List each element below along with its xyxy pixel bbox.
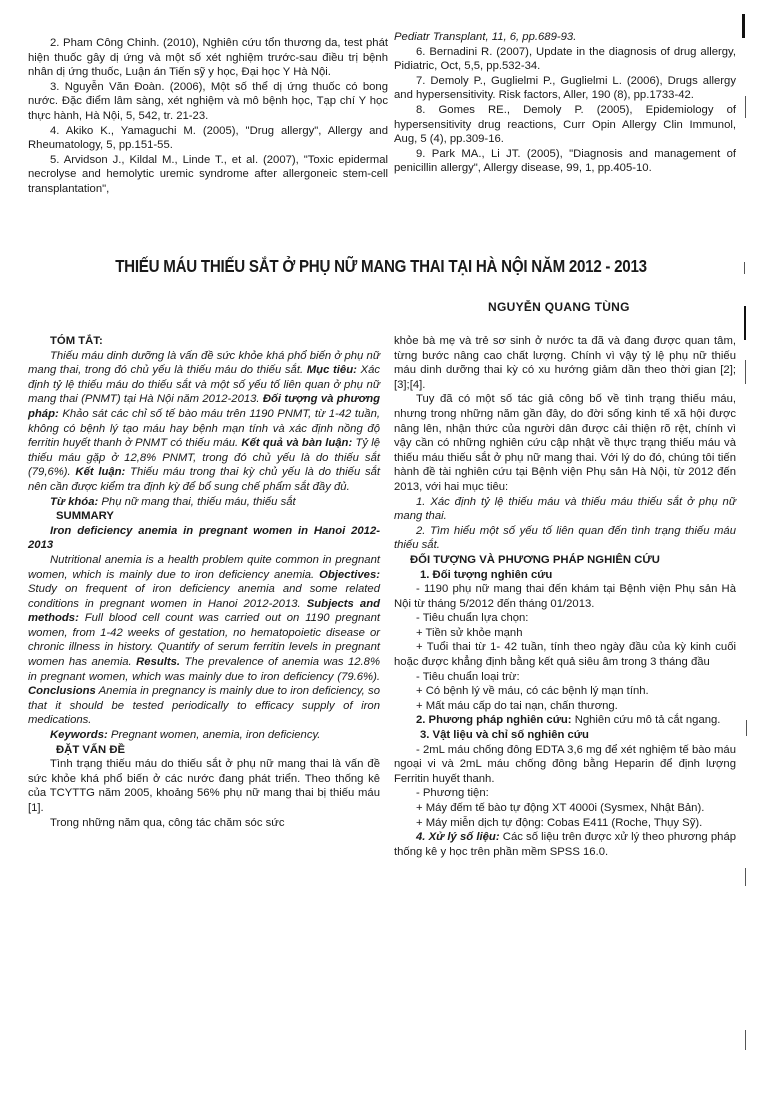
methods-text: + Tiền sử khỏe mạnh	[416, 626, 523, 639]
page-edge-line-2	[744, 262, 745, 274]
methods-text: + Mất máu cấp do tai nạn, chấn thương.	[416, 699, 618, 712]
methods-subheading: 3. Vật liệu và chỉ số nghiên cứu	[420, 729, 589, 742]
reference-item: 6. Bernadini R. (2007), Update in the diagnosis of drug allergy, Pidiatric, Oct, 5,5, pp.532-34.	[394, 45, 736, 73]
intro-paragraph-continued: khỏe bà mẹ và trẻ sơ sinh ở nước ta đã và đang được quan tâm, từng bước nâng cao chất lượng. Chính vì vậy tỷ lệ phụ nữ thiếu máu dinh dưỡng thai kỳ có xu hướng giảm dần theo thời gian [2];[3];[4].	[394, 335, 736, 391]
abstract-heading: TÓM TẮT:	[50, 335, 103, 347]
page-edge-line-1	[745, 96, 746, 118]
intro-heading: ĐẶT VẤN ĐỀ	[56, 743, 126, 756]
reference-item: 7. Demoly P., Guglielmi P., Guglielmi L. (2006), Drugs allergy and hypersensitivity. Risk factors, Aller, 190 (8), pp.1733-42.	[394, 74, 736, 102]
reference-item: 8. Gomes RE., Demoly P. (2005), Epidemiology of hypersensitivity drug reactions, Curr Opin Allergy Clin Immunol, Aug, 5 (4), pp.309-16.	[394, 103, 736, 146]
reference-continuation: Pediatr Transplant, 11, 6, pp.689-93.	[394, 31, 577, 43]
reference-item: 3. Nguyễn Văn Đoàn. (2006), Một số thể dị ứng thuốc có bong nước. Đặc điểm lâm sàng, xét nghiệm và mô bệnh học, Tạp chí Y học thực hành, Hà Nội, 5, 542, tr. 21-23.	[28, 80, 388, 122]
methods-text: - 1190 phụ nữ mang thai đến khám tại Bệnh viện Phụ sản Hà Nội từ tháng 5/2012 đến tháng 01/2013.	[394, 583, 736, 610]
references-left-column	[28, 36, 388, 197]
references-right-column	[394, 30, 736, 176]
page-edge-bar-top	[742, 14, 745, 38]
methods-text: + Máy miễn dịch tự động: Cobas E411 (Roche, Thụy Sỹ).	[416, 816, 703, 829]
methods-text: + Máy đếm tế bào tự động XT 4000i (Sysmex, Nhật Bản).	[416, 802, 705, 814]
page-edge-bar-mid	[744, 306, 746, 340]
study-aim: 2. Tìm hiểu một số yếu tố liên quan đến tình trạng thiếu máu thiếu sắt.	[394, 524, 736, 552]
summary-heading: SUMMARY	[56, 510, 114, 523]
keywords-en: Keywords: Pregnant women, anemia, iron deficiency.	[50, 729, 321, 742]
methods-text: - Tiêu chuẩn loại trừ:	[416, 670, 520, 683]
intro-paragraph: Trong những năm qua, công tác chăm sóc sức	[50, 816, 285, 829]
body-left-column	[28, 334, 380, 830]
intro-paragraph: Tuy đã có một số tác giả công bố về tình trạng thiếu máu, nhưng trong những năm gần đây, do đời sống kinh tế xã hội được nâng lên, nhận thức của người dân được cải thiện rõ rệt, chính vì vậy cần có những nghiên cứu cập nhật về thực trạng thiếu máu và thiếu máu thiếu sắt ở phụ nữ mang thai. Với lý do đó, chúng tôi tiến hành đề tài nghiên cứu tại Bệnh viện Phụ sản Hà Nội, từ 2012 đến 2013, với hai mục tiêu:	[394, 393, 736, 493]
methods-text: + Có bệnh lý về máu, có các bệnh lý mạn tính.	[416, 685, 649, 698]
methods-text: - Phương tiện:	[416, 787, 489, 800]
page-edge-line-4	[746, 720, 747, 736]
abstract-paragraph: Thiếu máu dinh dưỡng là vấn đề sức khỏe khá phổ biến ở phụ nữ mang thai, trong đó chủ yếu là thiếu máu do thiếu sắt. Mục tiêu: Xác định tỷ lệ thiếu máu do thiếu sắt và một số yếu tố liên quan ở phụ nữ mang thai (PNMT) tại Hà Nội năm 2012-2013. Đối tượng và phương pháp: Khảo sát các chỉ số tế bào máu trên 1190 PNMT, từ 1-42 tuần, không có bệnh lý tạo máu hay bệnh mạn tính và xác định nồng độ ferritin huyết thanh ở PNMT có thiếu máu. Kết quả và bàn luận: Tỷ lệ thiếu máu gặp ở 12,8% PNMT, trong đó chủ yếu là do thiếu sắt (79,6%). Kết luận: Thiếu máu trong thai kỳ chủ yếu là do thiếu sắt nên cần được kiểm tra định kỳ để bổ sung chế phẩm sắt đầy đủ.	[28, 349, 381, 493]
intro-paragraph: Tình trạng thiếu máu do thiếu sắt ở phụ nữ mang thai là vấn đề sức khỏe khá phổ biến ở các nước đang phát triển. Theo thống kê của TCYTTG năm 2005, khoảng 56% phụ nữ mang thai bị thiếu máu [1].	[28, 758, 380, 814]
summary-paragraph: Nutritional anemia is a health problem quite common in pregnant women, which is mainly due to iron deficiency anemia. Objectives: Study on frequent of iron deficiency anemia and some related conditions in pregnant women in Hanoi 2012-2013. Subjects and methods: Full blood cell count was carried out on 1190 pregnant women, from 1-42 weeks of gestation, no hematopoietic disease or chronic illness in history. Quantify of serum ferritin levels in pregnant women has anemia. Results. The prevalence of anemia was 12.8% in pregnant women, which was mainly due to iron deficiency (79.6%). Conclusions Anemia in pregnancy is mainly due to iron deficiency, so that it should be tested periodically to efficacy supply of iron medications.	[28, 553, 381, 727]
body-right-column	[394, 334, 736, 859]
reference-item: 9. Park MA., Li JT. (2005), "Diagnosis and management of penicillin allergy", Allergy disease, 99, 1, pp.405-10.	[394, 147, 736, 175]
study-aim: 1. Xác định tỷ lệ thiếu máu và thiếu máu thiếu sắt ở phụ nữ mang thai.	[394, 495, 736, 523]
article-author: NGUYỄN QUANG TÙNG	[488, 300, 630, 314]
reference-item: 5. Arvidson J., Kildal M., Linde T., et al. (2007), "Toxic epidermal necrolyse and hemolytic uremic syndrome after allergoneic stem-cell transplantation",	[28, 153, 388, 195]
methods-text: - Tiêu chuẩn lựa chọn:	[416, 612, 529, 625]
methods-heading: ĐỐI TƯỢNG VÀ PHƯƠNG PHÁP NGHIÊN CỨU	[410, 553, 660, 566]
article-title: THIẾU MÁU THIẾU SẮT Ở PHỤ NỮ MANG THAI TẠI HÀ NỘI NĂM 2012 - 2013	[115, 256, 647, 276]
page-edge-line-6	[745, 1030, 746, 1050]
methods-subsection: 2. Phương pháp nghiên cứu: Nghiên cứu mô tả cắt ngang.	[416, 714, 721, 727]
keywords-vi: Từ khóa: Phụ nữ mang thai, thiếu máu, thiếu sắt	[50, 495, 296, 508]
page-edge-line-5	[745, 868, 746, 886]
methods-text: - 2mL máu chống đông EDTA 3,6 mg để xét nghiệm tế bào máu ngoại vi và 2mL máu chống đông bằng Heparin để định lượng Ferritin huyết thanh.	[394, 743, 736, 785]
summary-title: Iron deficiency anemia in pregnant women in Hanoi 2012-2013	[28, 524, 380, 552]
methods-subheading: 1. Đối tượng nghiên cứu	[420, 568, 553, 581]
reference-item: 2. Pham Công Chinh. (2010), Nghiên cứu tổn thương da, test phát hiện thuốc gây dị ứng và một số xét nghiệm trước-sau điều trị bệnh nhân dị ứng thuốc, Luận án Tiến sỹ y học, Đại học Y Hà Nội.	[28, 37, 388, 79]
methods-text: + Tuổi thai từ 1- 42 tuần, tính theo ngày đầu của kỳ kinh cuối hoặc được khẳng định bằng kết quả siêu âm trong 3 tháng đầu	[394, 641, 736, 669]
methods-subsection: 4. Xử lý số liệu: Các số liệu trên được xử lý theo phương pháp thống kê y học trên phần mềm SPSS 16.0.	[394, 831, 737, 858]
page-edge-line-3	[745, 360, 746, 384]
reference-item: 4. Akiko K., Yamaguchi M. (2005), "Drug allergy", Allergy and Rheumatology, 5, pp.151-55.	[28, 124, 388, 152]
